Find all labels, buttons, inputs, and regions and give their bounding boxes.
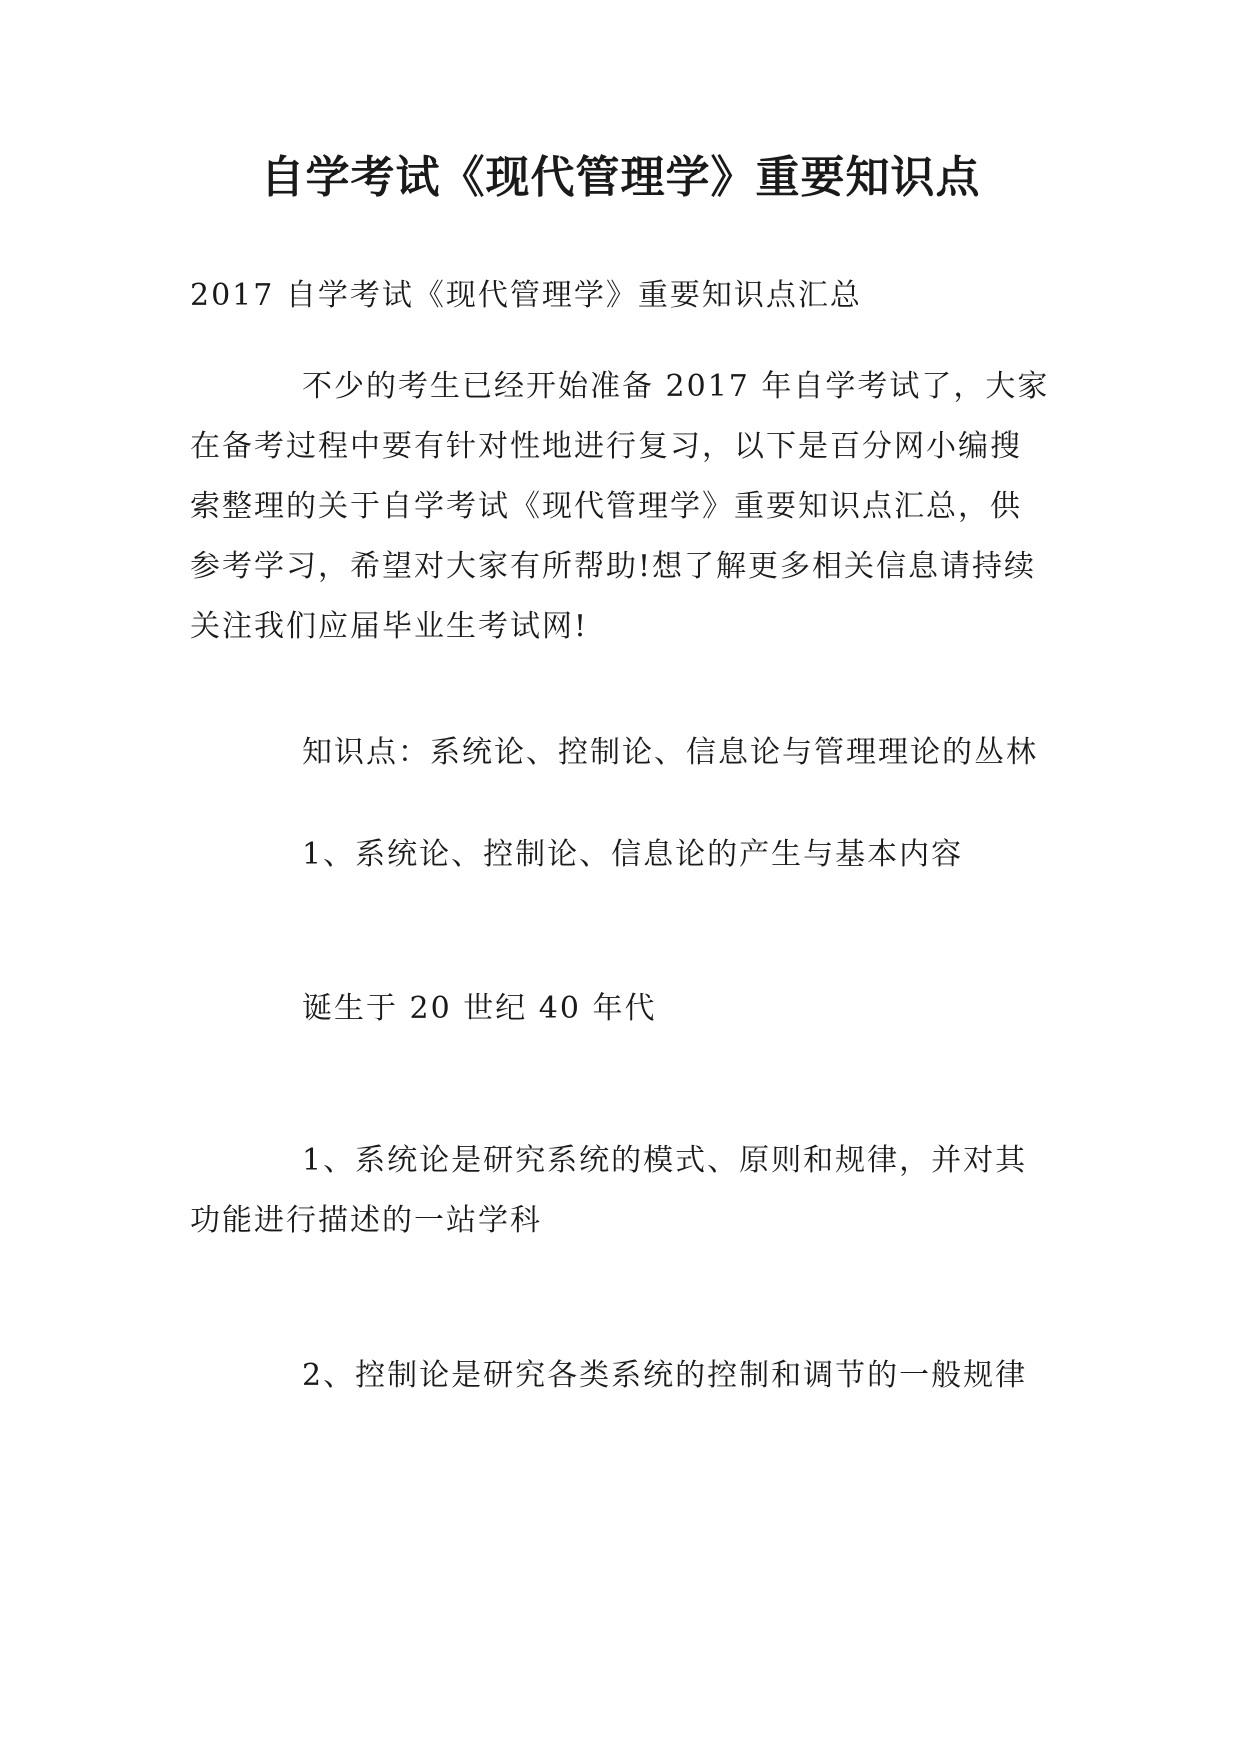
- point-1-paragraph: 1、系统论是研究系统的模式、原则和规律，并对其功能进行描述的一站学科: [190, 1143, 1028, 1238]
- item-heading: 1、系统论、控制论、信息论的产生与基本内容: [302, 837, 964, 872]
- intro-paragraph: 不少的考生已经开始准备 2017 年自学考试了，大家在备考过程中要有针对性地进行复习，以下是百分网小编搜索整理的关于自学考试《现代管理学》重要知识点汇总，供参考学习，希望对大家有所帮助!想了解更多相关信息请持续关注我们应届毕业生考试网!: [190, 369, 1050, 644]
- document-subtitle: 2017 自学考试《现代管理学》重要知识点汇总: [190, 278, 862, 313]
- origin-paragraph: 诞生于 20 世纪 40 年代: [302, 991, 657, 1026]
- document-title: 自学考试《现代管理学》重要知识点: [260, 152, 981, 203]
- point-2-paragraph: 2、控制论是研究各类系统的控制和调节的一般规律: [302, 1358, 1028, 1393]
- section-heading: 知识点：系统论、控制论、信息论与管理理论的丛林: [302, 735, 1038, 770]
